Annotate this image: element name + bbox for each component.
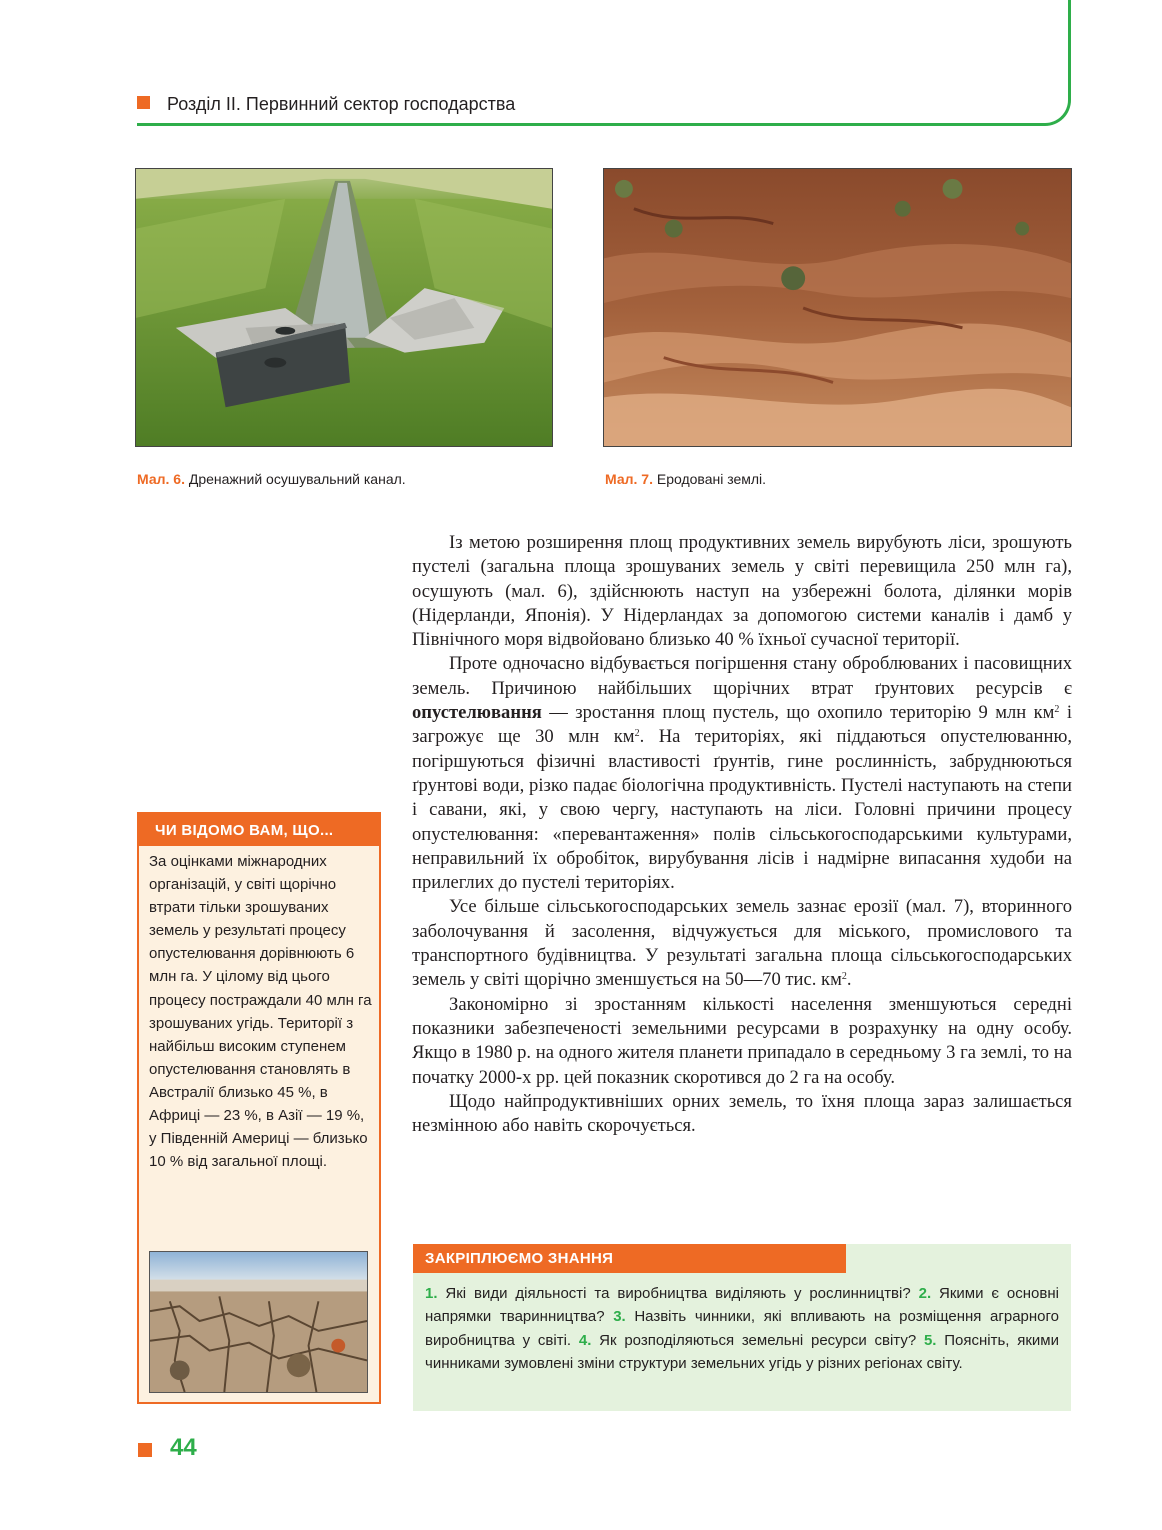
paragraph-5: Щодо найпродуктивніших орних земель, то їхня площа зараз залишається незмінною або навіть скорочується. xyxy=(412,1090,1072,1137)
eroded-lands-photo xyxy=(603,168,1072,447)
question-number: 3. xyxy=(613,1308,626,1326)
question-text: Поясніть, якими чинниками зумовлені зміни структури земельних угідь у різних регіонах світу. xyxy=(425,1331,1059,1372)
figure-7-text: Еродовані землі. xyxy=(652,471,767,487)
page-number-marker xyxy=(138,1443,152,1457)
figure-7-label: Мал. 7. xyxy=(605,471,653,487)
question-text: Як розподіляються земельні ресурси світу? xyxy=(591,1331,924,1349)
question-number: 5. xyxy=(923,1331,937,1349)
review-questions-box xyxy=(413,1244,1071,1411)
paragraph-2-part: Проте одночасно відбувається погіршення стану оброблюваних і пасовищних земель. Причиною найбільших щорічних втрат ґрунтових ресурсів є xyxy=(412,653,1072,699)
paragraph-3 xyxy=(412,895,1072,992)
header-marker xyxy=(137,96,150,109)
did-you-know-box xyxy=(137,812,381,1404)
term-desertification: опустелювання xyxy=(412,702,542,724)
figure-6-caption xyxy=(137,470,406,488)
figure-7-caption xyxy=(605,470,766,488)
section-title: Розділ ІІ. Первинний сектор господарства xyxy=(167,94,516,114)
question-number: 1. xyxy=(425,1285,438,1302)
paragraph-4: Закономірно зі зростанням кількості населення зменшуються середні показники забезпеченості земельними ресурсами в розрахунку на одну особу. Якщо в 1980 р. на одного жителя планети припадало в середньому 3 га землі, то на початку 2000-х рр. цей показник скоротився до 2 га на особу. xyxy=(412,993,1072,1088)
paragraph-1: Із метою розширення площ продуктивних земель вирубують ліси, зрошують пустелі (загальна площа зрошуваних земель у світі перевищила 250 млн га), осушують (мал. 6), здійснюють наступ на узбережні болота, ділянки морів (Нідерланди, Японія). У Нідерландах за допомогою системи каналів і дамб у Північного моря відвойовано близько 40 % їхньої сучасної території. xyxy=(412,532,1072,651)
question-text: Якими є основні напрямки тваринництва? xyxy=(425,1285,1059,1326)
review-questions-text xyxy=(425,1282,1059,1375)
superscript: 2 xyxy=(634,728,640,740)
paragraph-2-part: . На територіях, які піддаються опустелюванню, погіршуються фізичні властивості ґрунтів, гине рослинність, забруднюються ґрунтові води, різко падає біологічна продуктивність. Пустелі наступають на степи і савани, які, у свою чергу, наступають на ліси. Головні причини процесу опустелювання: «перевантаження» полів сільськогосподарськими культурами, неправильний їх обробіток, вирубування лісів і надмірне випасання худоби на прилеглих до пустелі територіях. xyxy=(412,726,1072,894)
paragraph-3-part: Усе більше сільськогосподарських земель зазнає ерозії (мал. 7), вторинного заболочування й засолення, відчужується для міського, промислового та транспортного будівництва. У результаті загальна площа сільськогосподарських земель у світі щорічно зменшується на 50—70 тис. км xyxy=(412,896,1072,991)
did-you-know-title: ЧИ ВІДОМО ВАМ, ЩО... xyxy=(139,814,379,846)
paragraph-2-part: і загрожує ще 30 млн км xyxy=(412,702,1072,748)
did-you-know-text: За оцінками міжнародних організацій, у світі щорічно втрати тільки зрошуваних земель у результаті процесу опустелювання дорівнюють 6 млн га. У цілому від цього процесу постраждали 40 млн га зрошуваних угідь. Території з найбільш високим ступенем опустелювання становлять в Австралії близько 45 %, в Африці — 23 %, в Азії — 19 %, у Південній Америці — близько 10 % від загальної площі. xyxy=(149,853,372,1171)
paragraph-2 xyxy=(412,652,1072,895)
review-questions-title: ЗАКРІПЛЮЄМО ЗНАННЯ xyxy=(413,1244,846,1273)
question-number: 4. xyxy=(578,1331,592,1349)
question-text: Назвіть чинники, які впливають на розміщення аграрного виробництва у світі. xyxy=(425,1308,1059,1349)
question-text: Які види діяльності та виробництва виділяють у рослинництві? xyxy=(437,1285,919,1302)
paragraph-2-part: — зростання площ пустель, що охопило територію 9 млн км xyxy=(541,702,1055,724)
cracked-earth-photo xyxy=(149,1251,368,1393)
drainage-canal-photo xyxy=(135,168,553,447)
paragraph-3-part: . xyxy=(846,969,852,991)
figure-6-label: Мал. 6. xyxy=(137,471,185,487)
question-number: 2. xyxy=(918,1285,932,1302)
page-number: 44 xyxy=(170,1434,197,1461)
main-body-text xyxy=(412,531,1072,1138)
figure-6-text: Дренажний осушувальний канал. xyxy=(184,471,406,487)
superscript: 2 xyxy=(1054,704,1060,716)
superscript: 2 xyxy=(841,971,847,983)
